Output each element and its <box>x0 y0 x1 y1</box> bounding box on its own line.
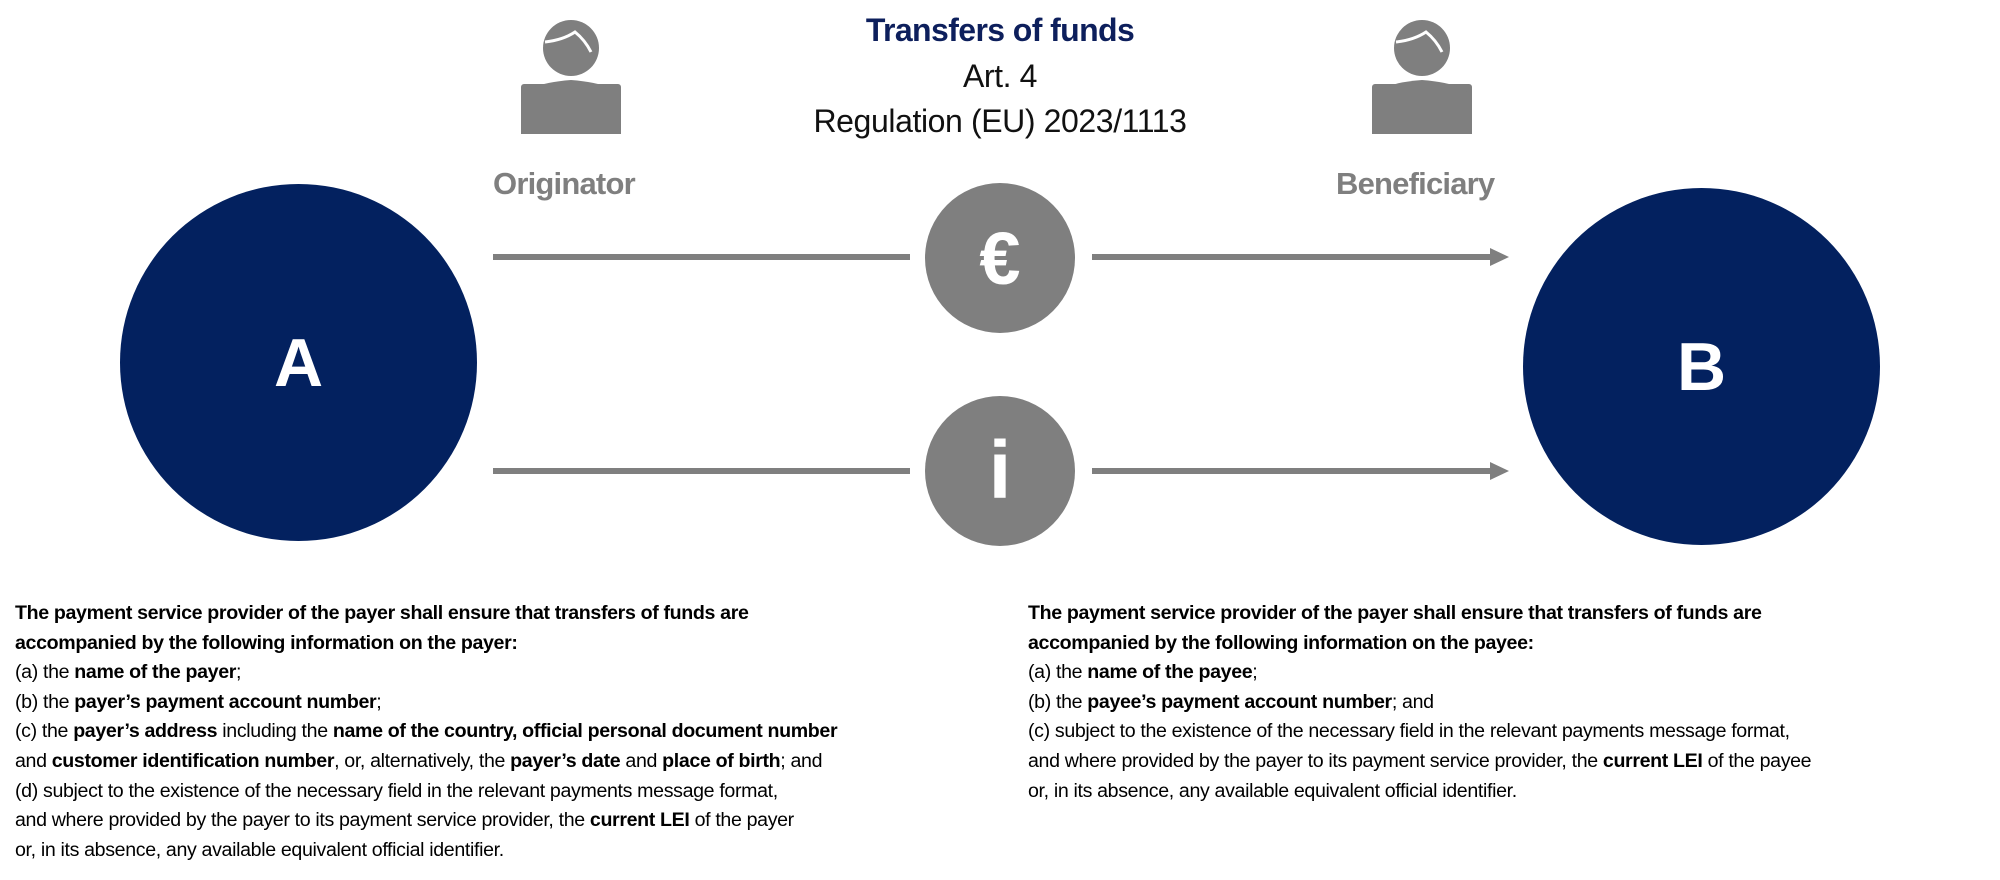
text-segment: of the payee <box>1702 749 1812 772</box>
euro-symbol: € <box>979 216 1021 300</box>
text-segment: and where provided by the payer to its payment service provider, the <box>1028 749 1603 772</box>
bold-text-segment: place of birth <box>662 749 781 772</box>
bold-text-segment: payer’s date <box>510 749 621 772</box>
bold-text-segment: payee’s payment account number <box>1087 690 1392 713</box>
text-segment: or, in its absence, any available equivalent official identifier. <box>15 838 504 861</box>
info-icon <box>925 396 1075 546</box>
text-segment: including the <box>217 720 333 743</box>
diagram-title: Transfers of funds <box>865 12 1135 48</box>
text-line <box>15 806 837 836</box>
text-segment: (b) the <box>1028 690 1088 713</box>
text-segment: ; and <box>780 749 823 772</box>
funds-arrowhead-icon <box>1490 248 1509 266</box>
text-line <box>1028 688 1811 718</box>
text-line <box>15 688 837 718</box>
beneficiary-label: Beneficiary <box>1336 166 1495 201</box>
text-line <box>15 777 837 807</box>
article-label: Art. 4 <box>962 58 1038 94</box>
text-segment: ; <box>236 661 242 684</box>
text-segment: ; <box>376 690 382 713</box>
regulation-label: Regulation (EU) 2023/1113 <box>813 103 1187 139</box>
text-segment: and <box>620 749 663 772</box>
funds-flow-line-right <box>1092 254 1492 260</box>
bold-text-segment: accompanied by the following information on the payee: <box>1028 631 1534 654</box>
bold-text-segment: name of the payer <box>74 661 237 684</box>
text-segment: ; <box>1252 661 1258 684</box>
originator-label: Originator <box>493 166 635 201</box>
originator-person-icon <box>519 18 623 134</box>
bold-text-segment: accompanied by the following information on the payer: <box>15 631 518 654</box>
text-line <box>15 658 837 688</box>
bold-text-segment: The payment service provider of the payer shall ensure that transfers of funds are <box>15 602 749 624</box>
text-segment: (c) the <box>15 720 74 743</box>
bold-text-segment: name of the country, official personal document number <box>332 720 838 743</box>
text-line <box>1028 658 1811 688</box>
text-line <box>15 747 837 777</box>
text-segment: ; and <box>1391 690 1434 713</box>
bold-text-segment: current LEI <box>1602 749 1703 772</box>
text-line <box>1028 599 1811 629</box>
euro-icon <box>925 183 1075 333</box>
text-segment: , or, alternatively, the <box>334 749 511 772</box>
text-segment: and where provided by the payer to its payment service provider, the <box>15 809 590 832</box>
payer-information-text <box>15 599 837 865</box>
bold-text-segment: payer’s payment account number <box>74 690 377 713</box>
text-segment: and <box>15 749 52 772</box>
originator-node-a <box>120 184 477 541</box>
beneficiary-node-b <box>1523 188 1880 545</box>
bold-text-segment: current LEI <box>589 809 690 832</box>
beneficiary-person-icon <box>1370 18 1474 134</box>
bold-text-segment: payer’s address <box>73 720 218 743</box>
info-flow-line-right <box>1092 468 1492 474</box>
text-line <box>1028 777 1811 807</box>
text-line <box>15 599 837 629</box>
text-line <box>15 836 837 866</box>
text-segment: of the payer <box>689 809 794 832</box>
bold-text-segment: The payment service provider of the payer shall ensure that transfers of funds are <box>1028 602 1762 624</box>
info-flow-line-left <box>493 468 910 474</box>
text-line <box>1028 717 1811 747</box>
text-segment: or, in its absence, any available equivalent official identifier. <box>1028 779 1517 802</box>
text-segment: (b) the <box>15 690 75 713</box>
bold-text-segment: name of the payee <box>1087 661 1253 684</box>
funds-flow-line-left <box>493 254 910 260</box>
payee-information-text <box>1028 599 1811 806</box>
bold-text-segment: customer identification number <box>51 749 335 772</box>
text-line <box>1028 747 1811 777</box>
text-segment: (c) subject to the existence of the necessary field in the relevant payments message format, <box>1028 720 1790 743</box>
text-segment: (d) subject to the existence of the necessary field in the relevant payments message format, <box>15 779 778 802</box>
node-b-letter: B <box>1676 328 1727 405</box>
text-line <box>1028 629 1811 659</box>
text-segment: (a) the <box>1028 661 1088 684</box>
info-symbol: i <box>988 425 1012 516</box>
text-line <box>15 717 837 747</box>
node-a-letter: A <box>273 324 324 401</box>
text-segment: (a) the <box>15 661 75 684</box>
text-line <box>15 629 837 659</box>
info-arrowhead-icon <box>1490 462 1509 480</box>
